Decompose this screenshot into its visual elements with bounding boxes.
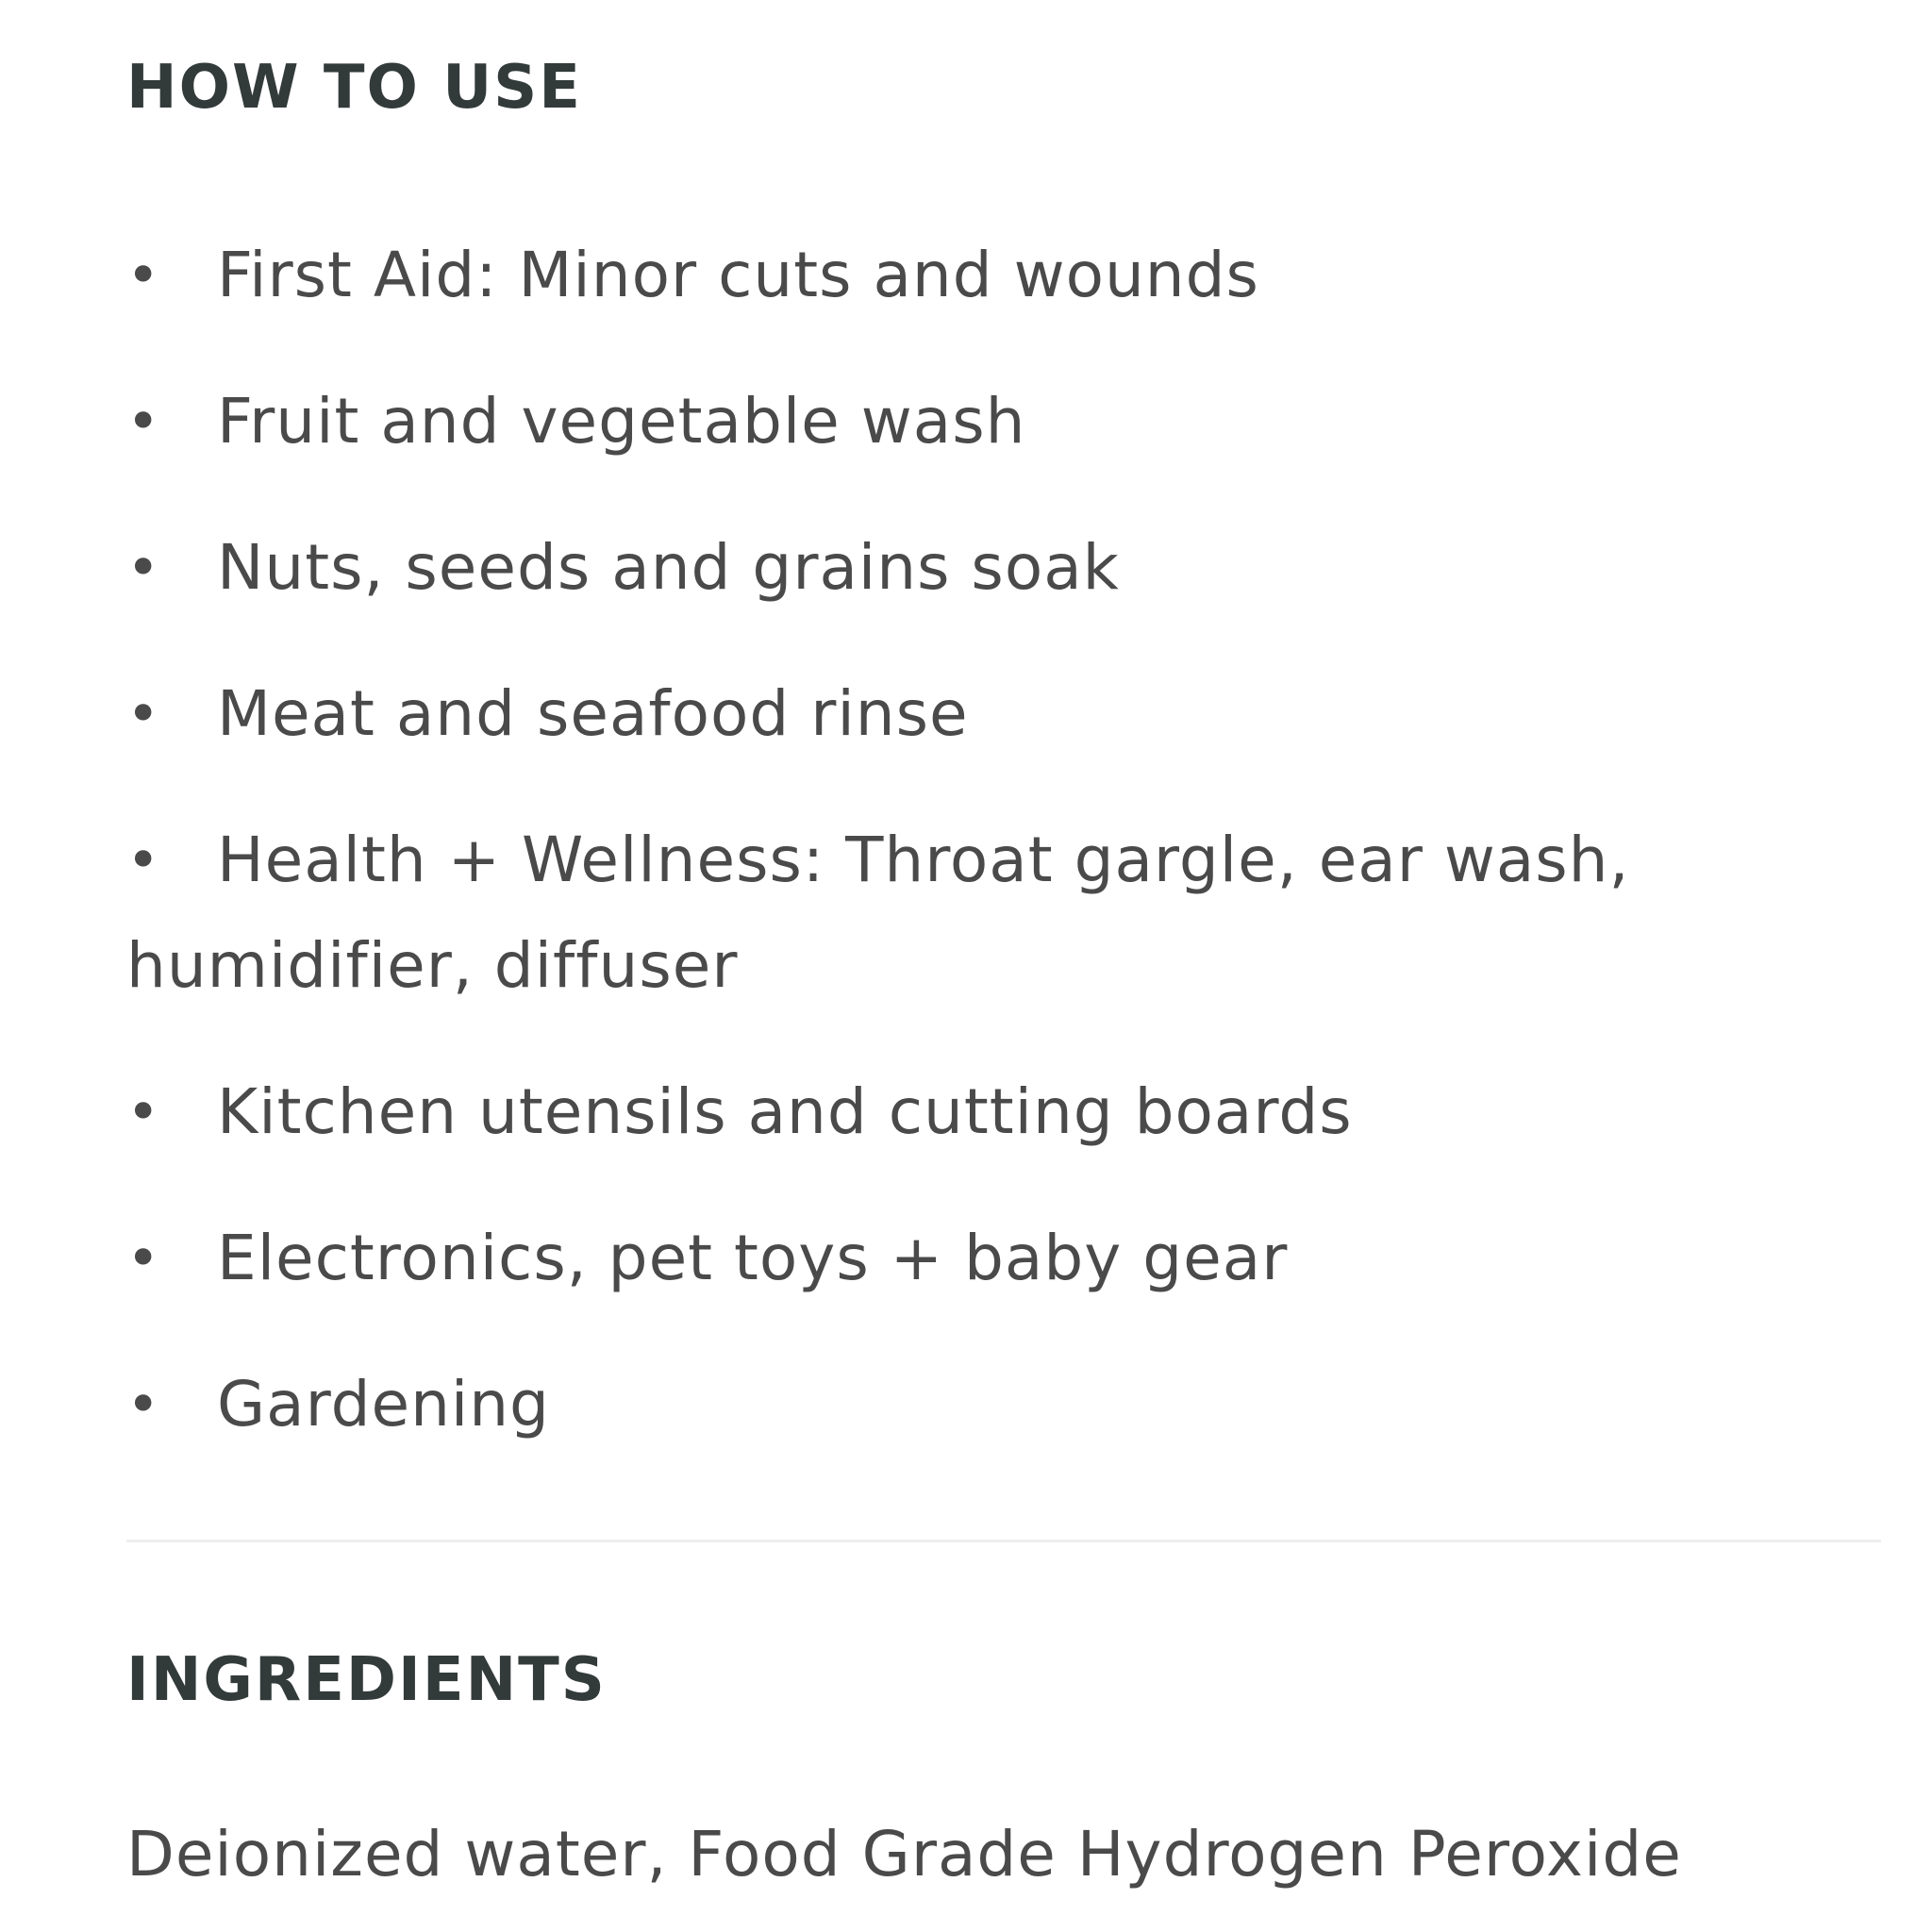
list-item-text: Gardening <box>217 1368 550 1441</box>
list-item-text: First Aid: Minor cuts and wounds <box>217 239 1259 311</box>
bullet-icon: • <box>126 1372 161 1438</box>
list-item <box>126 515 1881 621</box>
bullet-icon: • <box>126 389 161 455</box>
ingredients-heading: INGREDIENTS <box>126 1645 607 1715</box>
list-item <box>126 1206 1881 1311</box>
how-to-use-heading: HOW TO USE <box>126 53 582 123</box>
list-item-text: Health + Wellness: Throat gargle, ear wash, humidifier, diffuser <box>126 824 1630 1002</box>
list-item-text: Meat and seafood rinse <box>217 677 969 750</box>
bullet-icon: • <box>126 242 161 308</box>
list-item <box>126 223 1881 328</box>
bullet-icon: • <box>126 1079 161 1145</box>
section-divider <box>126 1540 1881 1542</box>
list-item <box>126 1059 1881 1165</box>
bullet-icon: • <box>126 1225 161 1291</box>
bullet-icon: • <box>126 681 161 747</box>
how-to-use-list <box>126 223 1881 1498</box>
list-item-text: Kitchen utensils and cutting boards <box>217 1075 1353 1148</box>
list-item-text: Fruit and vegetable wash <box>217 385 1026 458</box>
list-item <box>126 808 1881 1019</box>
bullet-icon: • <box>126 535 161 601</box>
ingredients-text: Deionized water, Food Grade Hydrogen Peroxide <box>126 1818 1682 1890</box>
bullet-icon: • <box>126 827 161 893</box>
list-item <box>126 369 1881 475</box>
list-item-text: Electronics, pet toys + baby gear <box>217 1222 1289 1294</box>
list-item <box>126 661 1881 767</box>
list-item <box>126 1352 1881 1457</box>
list-item-text: Nuts, seeds and grains soak <box>217 531 1120 604</box>
